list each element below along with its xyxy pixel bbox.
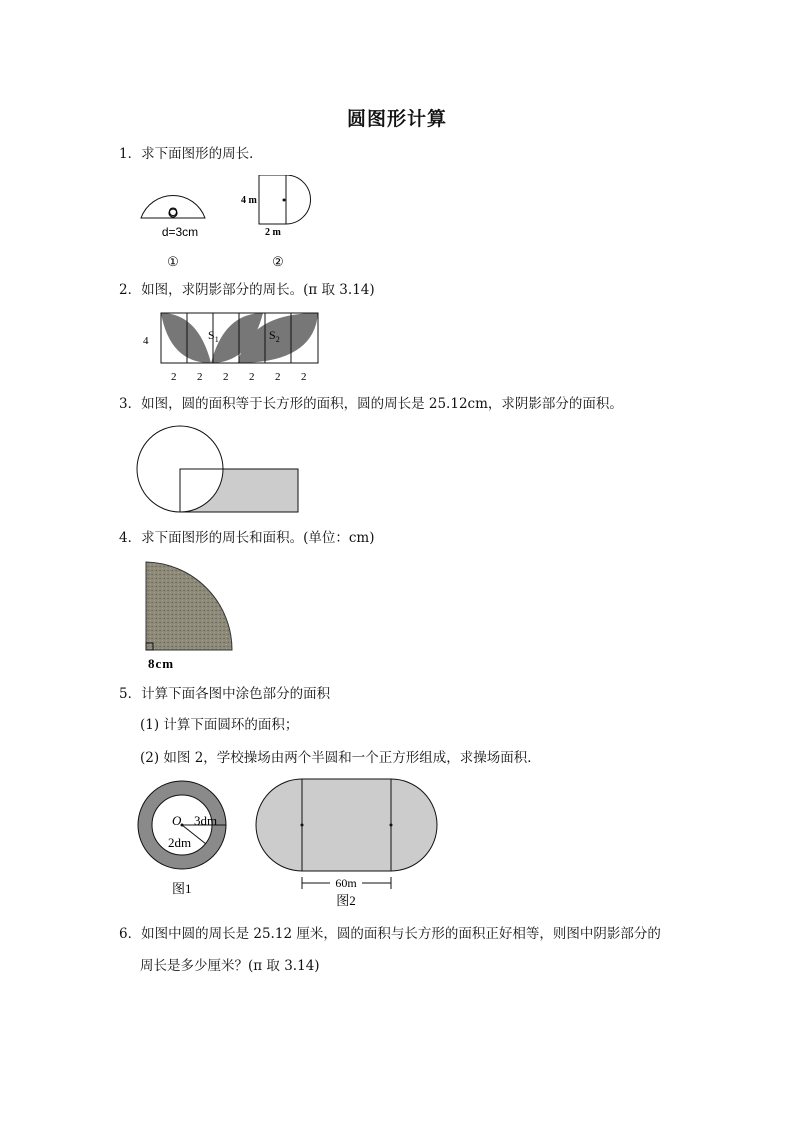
- width-label: 2: [275, 371, 281, 383]
- question-6-line-2: 周长是多少厘米？(π 取 3.14): [140, 958, 320, 974]
- question-3-text: 3．如图，圆的面积等于长方形的面积，圆的周长是 25.12cm，求阴影部分的面积。: [119, 396, 623, 412]
- height-label: 4: [143, 335, 149, 347]
- width-label: 60m: [335, 876, 357, 890]
- width-label: 2 m: [265, 227, 281, 238]
- stadium-shape: [256, 779, 437, 871]
- question-5-sub-1: (1) 计算下面圆环的面积；: [140, 717, 299, 733]
- radius-label: 8cm: [148, 656, 175, 671]
- question-5-text: 5．计算下面各图中涂色部分的面积: [119, 686, 331, 702]
- figure-index-1: ①: [167, 255, 179, 270]
- inner-radius-label: 2dm: [168, 835, 192, 850]
- width-label: 2: [223, 371, 229, 383]
- figure-1-caption: 图1: [172, 881, 192, 896]
- center-label: O: [172, 813, 182, 828]
- figure-index-2: ②: [272, 255, 284, 270]
- question-2-figure: [138, 308, 328, 386]
- rectangle-shape: [259, 175, 286, 224]
- s2-label: $S_2$: [269, 328, 280, 344]
- width-label: 2: [171, 371, 177, 383]
- width-label: 2: [249, 371, 255, 383]
- half-circle-arc: [286, 175, 311, 224]
- s1-label: $S_1$: [208, 328, 219, 344]
- question-1-figures: [135, 175, 320, 275]
- question-3-figure: [136, 424, 304, 516]
- diameter-label: d=3cm: [161, 225, 199, 239]
- width-label: 2: [301, 371, 307, 383]
- page-title: 圆图形计算: [346, 108, 447, 130]
- width-label: 2: [197, 371, 203, 383]
- question-2-text: 2．如图，求阴影部分的周长。(π 取 3.14): [119, 282, 375, 298]
- question-6-line-1: 6．如图中圆的周长是 25.12 厘米，圆的面积与长方形的面积正好相等，则图中阴影部分的: [119, 926, 661, 942]
- quarter-circle-shape: [146, 562, 232, 650]
- outer-radius-label: 3dm: [194, 813, 218, 828]
- figure-2-caption: 图2: [336, 893, 356, 908]
- question-4-text: 4．求下面图形的周长和面积。(单位：cm): [119, 530, 375, 546]
- center-dot: [283, 199, 286, 202]
- question-5-figures: [130, 776, 445, 910]
- question-5-sub-2: (2) 如图 2，学校操场由两个半圆和一个正方形组成，求操场面积．: [140, 750, 541, 766]
- height-label: 4 m: [241, 195, 257, 206]
- right-center-dot: [390, 824, 393, 827]
- left-center-dot: [301, 824, 304, 827]
- center-label: O: [168, 205, 178, 219]
- question-4-figure: [140, 558, 240, 674]
- shaded-leaf-left: [161, 313, 211, 363]
- question-1-text: 1．求下面图形的周长．: [119, 146, 263, 162]
